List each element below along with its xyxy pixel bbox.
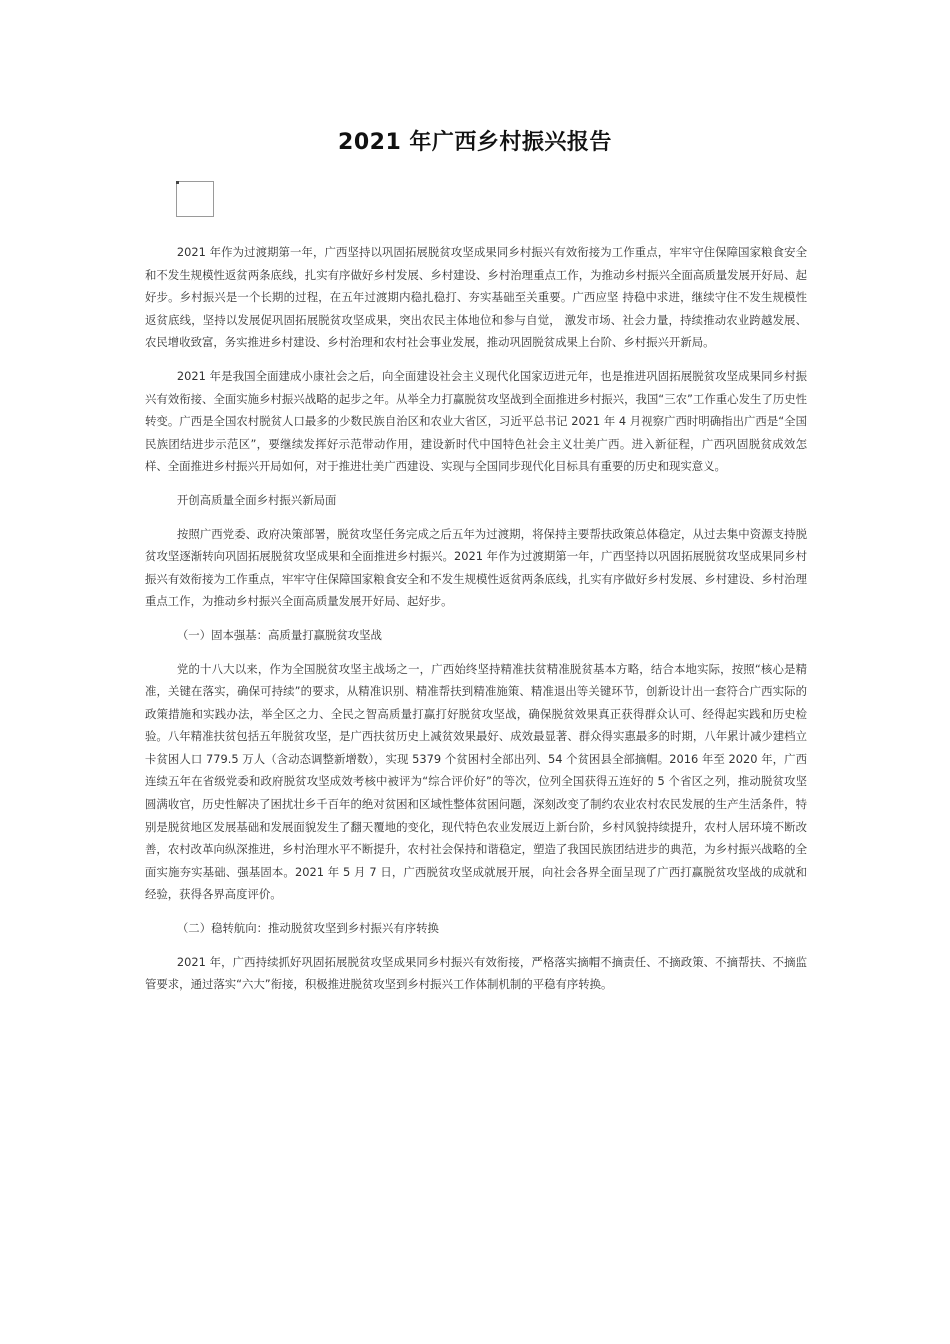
paragraph-1: 2021 年作为过渡期第一年，广西坚持以巩固拓展脱贫攻坚成果同乡村振兴有效衔接为工作重点，牢牢守住保障国家粮食安全和不发生规模性返贫两条底线，扎实有序做好乡村发展、乡村建设、乡村治理重点工作，为推动乡村振兴全面高质量发展开好局、起好步。乡村振兴是一个长期的过程，在五年过渡期内稳扎稳打、夯实基础至关重要。广西应坚 持稳中求进，继续守住不发生规模性返贫底线，坚持以发展促巩固拓展脱贫攻坚成果，突出农民主体地位和参与自觉， 激发市场、社会力量，持续推动农业跨越发展、农民增收致富，务实推进乡村建设、乡村治理和农村社会事业发展，推动巩固脱贫成果上台阶、乡村振兴开新局。 xyxy=(145,245,807,350)
page-title: 2021 年广西乡村振兴报告 xyxy=(338,130,612,155)
paragraph-5: 2021 年，广西持续抓好巩固拓展脱贫攻坚成果同乡村振兴有效衔接，严格落实摘帽不摘责任、不摘政策、不摘帮扶、不摘监管要求，通过落实“六大”衔接，积极推进脱贫攻坚到乡村振兴工作体制机制的平稳有序转换。 xyxy=(145,954,807,992)
subsection-heading-2: （二）稳转航向：推动脱贫攻坚到乡村振兴有序转换 xyxy=(176,921,439,936)
paragraph-3: 按照广西党委、政府决策部署，脱贫攻坚任务完成之后五年为过渡期，将保持主要帮扶政策总体稳定，从过去集中资源支持脱贫攻坚逐渐转向巩固拓展脱贫攻坚成果和全面推进乡村振兴。2021 年作为过渡期第一年，广西坚持以巩固拓展脱贫攻坚成果同乡村振兴有效衔接为工作重点，牢牢守住保障国家粮食安全和不发生规模性返贫两条底线，扎实有序做好乡村发展、乡村建设、乡村治理重点工作，为推动乡村振兴全面高质量发展开好局、起好步。 xyxy=(145,526,807,609)
subsection-heading-1: （一）固本强基：高质量打赢脱贫攻坚战 xyxy=(176,627,382,642)
document-body xyxy=(145,241,807,1007)
section-heading: 开创高质量全面乡村振兴新局面 xyxy=(176,492,337,507)
paragraph-2: 2021 年是我国全面建成小康社会之后，向全面建设社会主义现代化国家迈进元年，也是推进巩固拓展脱贫攻坚成果同乡村振兴有效衔接、全面实施乡村振兴战略的起步之年。从举全力打赢脱贫攻坚战到全面推进乡村振兴，我国“三农”工作重心发生了历史性转变。广西是全国农村脱贫人口最多的少数民族自治区和农业大省区，习近平总书记 2021 年 4 月视察广西时明确指出广西是“全国民族团结进步示范区”，要继续发挥好示范带动作用，建设新时代中国特色社会主义壮美广西。进入新征程，广西巩固脱贫成效怎样、全面推进乡村振兴开局如何，对于推进壮美广西建设、实现与全国同步现代化目标具有重要的历史和现实意义。 xyxy=(145,368,807,474)
paragraph-4: 党的十八大以来，作为全国脱贫攻坚主战场之一，广西始终坚持精准扶贫精准脱贫基本方略，结合本地实际，按照“核心是精准，关键在落实，确保可持续”的要求，从精准识别、精准帮扶到精准施策、精准退出等关键环节，创新设计出一套符合广西实际的政策措施和实践办法，举全区之力、全民之智高质量打赢打好脱贫攻坚战，确保脱贫效果真正获得群众认可、经得起实践和历史检验。八年精准扶贫包括五年脱贫攻坚，是广西扶贫历史上减贫效果最好、成效最显著、群众得实惠最多的时期，八年累计减少建档立卡贫困人口 779.5 万人（含动态调整新增数），实现 5379 个贫困村全部出列、54 个贫困县全部摘帽。2016 年至 2020 年，广西连续五年在省级党委和政府脱贫攻坚成效考核中被评为“综合评价好”的等次，位列全国获得五连好的 5 个省区之列，推动脱贫攻坚圆满收官，历史性解决了困扰壮乡千百年的绝对贫困和区域性整体贫困问题，深刻改变了制约农业农村农民发展的生产生活条件，特别是脱贫地区发展基础和发展面貌发生了翻天覆地的变化，现代特色农业发展迈上新台阶，乡村风貌持续提升，农村人居环境不断改善，农村改革向纵深推进，乡村治理水平不断提升，农村社会保持和谐稳定，塑造了我国民族团结进步的典范，为乡村振兴战略的全面实施夯实基础、强基固本。2021 年 5 月 7 日，广西脱贫攻坚成就展开展，向社会各界全面呈现了广西打赢脱贫攻坚战的成就和经验，获得各界高度评价。 xyxy=(145,661,807,902)
broken-image-icon xyxy=(176,181,214,217)
